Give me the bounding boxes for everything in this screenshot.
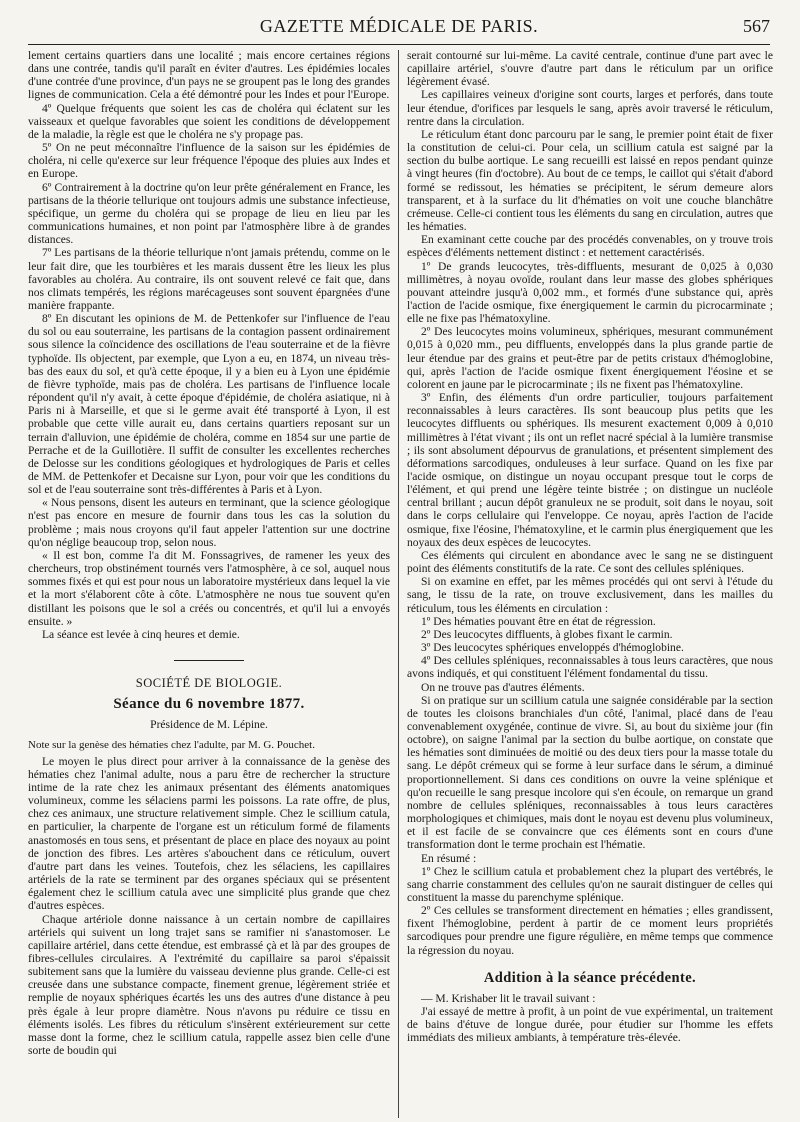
paragraph: 4º Quelque fréquents que soient les cas de choléra qui éclatent sur les vaisseaux et quelque favorables que soient les conditions de développement de la maladie, la règle est que le choléra ne s'y propage pas. xyxy=(28,102,390,141)
paragraph: 1º De grands leucocytes, très-diffluents, mesurant de 0,025 à 0,030 millimètres, à noyau ovoïde, roulant dans leur masse des globes sphériques pouvant atteindre jusqu'à 0,002 mm., et formés d'une substance qui, après l'action de l'acide osmique, fixe énergiquement le carmin du picrocarminate ; elle ne fixe pas l'hématoxyline. xyxy=(407,260,773,326)
quote-paragraph: « Il est bon, comme l'a dit M. Fonssagrives, de ramener les yeux des chercheurs, trop obstinément tournés vers l'atmosphère, à ce sol, auquel nous sommes fixés et qui est pour nous un laboratoire mystérieux dans lequel la vie et la mort s'élaborent côte à côte. L'atmosphère ne nous tue souvent qu'en distillant les poisons que le sol a créés ou concentrés, et qu'il lui a envoyés ensuite. » xyxy=(28,549,390,628)
paragraph: serait contourné sur lui-même. La cavité centrale, continue d'une part avec le capillaire artériel, s'ouvre d'autre part dans le réticulum par un orifice légèrement évasé. xyxy=(407,50,773,89)
paragraph: 6º Contrairement à la doctrine qu'on leur prête généralement en France, les partisans de la théorie tellurique ont toujours admis une substance infectieuse, spécifique, un germe du choléra qui se propage de lieu en lieu par les communications humaines, et non point par l'atmosphère libre à de grandes distances. xyxy=(28,181,390,247)
paragraph: 3º Enfin, des éléments d'un ordre particulier, toujours parfaitement reconnaissables à leurs caractères. Ils sont beaucoup plus petits que les leucocytes diffluents ou sphériques. Ils mesurent exactement 0,009 à 0,010 millimètres à l'état vivant ; ils ont un reflet nacré spécial à la lumière transmise ; ils sont absolument dépourvus de granulations, et présentent simplement des déformations sarcodiques, onduleuses à leur surface. Quand on les fixe par l'acide osmique, on distingue un noyau occupant presque tout le corps de l'élément, et qui prend une légère teinte bistrée ; on distingue un nucléole central brillant ; aucun dépôt granuleux ne se produit, soit dans le noyau, soit dans le corps cellulaire qui l'enveloppe. Ce noyau, après l'action de l'acide osmique, fixe l'éosine, l'hématoxyline, et le carmin plus énergiquement que les noyaux des deux espèces de leucocytes. xyxy=(407,392,773,549)
quote-paragraph: « Nous pensons, disent les auteurs en terminant, que la science géologique n'est pas encore en mesure de fournir dans tous les cas la solution du problème ; mais nous croyons qu'il faut appeler l'attention sur une doctrine qu'on néglige beaucoup trop, selon nous. xyxy=(28,497,390,549)
paragraph: J'ai essayé de mettre à profit, à un point de vue expérimental, un traitement de bains d'étuve de longue durée, pour étudier sur l'homme les effets immédiats des milieux ambiants, à température très-élevée. xyxy=(407,1006,773,1045)
right-column xyxy=(407,50,773,1118)
paragraph: — M. Krishaber lit le travail suivant : xyxy=(421,992,596,1005)
paragraph: 7º Les partisans de la théorie tellurique n'ont jamais prétendu, comme on le leur fait dire, que les tourbières et les marais dussent être les lieux les plus favorables au choléra. Au contraire, ils ont souvent relevé ce fait que, dans nos climats tempérés, les régions marécageuses sont souvent épargnées d'une manière frappante. xyxy=(28,247,390,312)
list-item: 2º Des leucocytes diffluents, à globes fixant le carmin. xyxy=(421,628,673,641)
paragraph: lement certains quartiers dans une localité ; mais encore certaines régions dans une contrée, tandis qu'il paraît en éviter d'autres. Les épidémies locales d'une contrée d'une province, d'un pays ne se groupent pas le long des grandes lignes de communication. Cela a été démontré pour les Indes et pour l'Europe. xyxy=(28,50,390,102)
addition-heading: Addition à la séance précédente. xyxy=(483,969,697,986)
list-item: 4º Des cellules spléniques, reconnaissables à tous leurs caractères, que nous avons indiqués, et qui constituent l'élément fondamental du tissu. xyxy=(407,655,773,681)
page-number: 567 xyxy=(743,16,770,36)
paragraph: Ces éléments qui circulent en abondance avec le sang ne se distinguent point des éléments constitutifs de la rate. Ce sont des cellules spléniques. xyxy=(407,549,773,576)
paragraph: Si on pratique sur un scillium catula une saignée considérable par la section de toutes les cloisons branchiales d'un côté, l'animal, placé dans de l'eau convenablement oxygénée, continue de vivre. Si, au bout du sixième jour (fin octobre), on saigne l'animal par la section du bulbe aortique, on constate que les hématies sont diminuées de moitié ou des deux tiers pour la masse totale du sang. Le dépôt crémeux qui se forme à leur surface dans le sérum, a diminué proportionnellement. Si dans ces conditions on ouvre la veine splénique et qu'on recueille le sang presque incolore qui s'en écoule, on remarque un grand nombre de cellules spléniques, reconnaissables à tous leurs caractères morphologiques et chimiques, mais dont le noyau est devenu plus volumineux, et il est facile de se convaincre que ces éléments sont en cours d'une transformation dont le terme prochain est l'hématie. xyxy=(407,694,773,852)
paragraph: Le réticulum étant donc parcouru par le sang, le premier point était de fixer la constitution de celui-ci. Pour cela, un scillium catula est saigné par la section du bulbe aortique. Le sang recueilli est laissé en repos pendant quinze à vingt heures (fin d'octobre). Au bout de ce temps, le caillot qui s'était d'abord formé se redissout, les hématies se précipitent, le sérum demeure alors transparent, et à la surface du lit d'hématies on voit une couche blanchâtre crémeuse. Celle-ci contient tous les éléments du sang en circulation, autres que les hématies. xyxy=(407,128,773,234)
presidency-line: Présidence de M. Lépine. xyxy=(150,719,268,732)
section-divider xyxy=(174,660,244,661)
paragraph: 8º En discutant les opinions de M. de Pettenkofer sur l'influence de l'eau du sol ou eau souterraine, les partisans de la contagion passent ordinairement sous silence la coïncidence des oscillations de l'eau souterraine et de la fièvre typhoïde. Ils objectent, par exemple, que Lyon a eu, en 1874, un niveau très-bas des eaux du sol, et qu'à cette époque, il y a bien eu à Lyon une épidémie de fièvre typhoïde, mais pas de choléra. Les partisans de l'influence locale répondent qu'il n'y avait, à cette époque d'épidémie, de choléra asiatique, ni à Paris ni à Marseille, et que si le germe avait été transporté à Lyon, il est probable que cette ville aurait eu, dans certains quartiers reposant sur un terrain d'alluvion, une épidémie de choléra, comme en 1854 sur une partie de Perrache et de la Guillotière. Il suffit de consulter les excellentes recherches de Delosse sur les conditions géologiques et hydrologiques de Paris et celles de MM. de Pettenkofer et Decaisne sur Lyon, pour voir que les conditions du sol et de l'eau souterraine sont très-différentes à Paris et à Lyon. xyxy=(28,313,390,497)
paragraph: On ne trouve pas d'autres éléments. xyxy=(421,681,585,694)
paragraph: En examinant cette couche par des procédés convenables, on y trouve trois espèces d'éléments nettement distinct : et nettement caractérisés. xyxy=(407,234,773,260)
paragraph: 2º Des leucocytes moins volumineux, sphériques, mesurant communément 0,015 à 0,020 mm., peu diffluents, enveloppés dans la plus grande partie de leur étendue par des grains et peut-être par de petits cristaux d'hémoglobine, qui, après l'action de l'acide osmique fixent énergiquement l'éosine et se colorent en jaune par le picrocarminate ; ils ne fixent pas l'hématoxyline. xyxy=(407,326,773,391)
note-title: Note sur la genèse des hématies chez l'adulte, par M. G. Pouchet. xyxy=(28,738,315,751)
paragraph: Le moyen le plus direct pour arriver à la connaissance de la genèse des hématies chez l'animal adulte, nous a paru être de rechercher la structure intime de la rate chez les animaux présentant des éléments anatomiques volumineux, comme les sélaciens parmi les poissons. La rate offre, de plus, chez ces animaux, une structure relativement simple. Chez le scillium catula, en particulier, la charpente de l'organe est un réticulum formé de filaments anastomosés en tous sens, et présentant de place en place des noyaux au point de jonction des fibres. Les artères s'abouchent dans ce réticulum, ouvert d'autre part dans les veines. Toutefois, chez les sélaciens, les capillaires artériels de la rate se terminent par des organes spéciaux qui se présentent également chez le scillium catula avec une simplicité plus grande que chez d'autres espèces. xyxy=(28,755,390,913)
society-heading: SOCIÉTÉ DE BIOLOGIE. xyxy=(135,676,283,691)
column-divider xyxy=(398,50,399,1118)
left-column xyxy=(28,50,390,1118)
paragraph: Les capillaires veineux d'origine sont courts, larges et perforés, dans toute leur étendue, d'orifices par lesquels le sang, après avoir traversé le réticulum, rentre dans la circulation. xyxy=(407,89,773,128)
paragraph: Chaque artériole donne naissance à un certain nombre de capillaires artériels qui suivent un long trajet sans se ramifier ni s'anastomoser. Le capillaire artériel, dans cette étendue, est embrassé çà et là par des groupes de fibres-cellules circulaires. A l'extrémité du capillaire sa paroi s'épaissit subitement sans que la lumière du vaisseau devienne plus grande. Celle-ci est creusée dans une substance compacte, finement grenue, légèrement striée et remplie de noyaux sphériques écartés les uns des autres d'une distance à peu près égale à leur propre diamètre. Nous n'avons pu réduire ce tissu en éléments isolés. Les fibres du réticulum s'insèrent extérieurement sur cette masse dont la forme, chez le scillium catula, rappelle assez bien celle d'une sorte de boudin qui xyxy=(28,913,390,1058)
list-item: 3º Des leucocytes sphériques enveloppés d'hémoglobine. xyxy=(421,642,684,655)
page-header xyxy=(28,14,770,45)
journal-title: GAZETTE MÉDICALE DE PARIS. xyxy=(259,16,539,36)
paragraph: En résumé : xyxy=(421,852,477,865)
closing-line: La séance est levée à cinq heures et demie. xyxy=(42,628,240,641)
paragraph: 5º On ne peut méconnaître l'influence de la saison sur les épidémies de choléra, ni celle qu'exerce sur leur fréquence l'époque des pluies aux Indes et en Europe. xyxy=(28,142,390,181)
list-item: 1º Des hématies pouvant être en état de régression. xyxy=(421,615,656,628)
paragraph: 2º Ces cellules se transforment directement en hématies ; elles grandissent, fixent l'hémoglobine, perdent à partir de ce moment leurs propriétés sarcodiques pour prendre une figure régulière, en même temps que commence la régression du noyau. xyxy=(407,905,773,957)
session-heading: Séance du 6 novembre 1877. xyxy=(113,696,305,713)
paragraph: 1º Chez le scillium catula et probablement chez la plupart des vertébrés, le sang charrie constamment des cellules qu'on ne saurait distinguer de celles qui constituent la masse du parenchyme splénique. xyxy=(407,865,773,904)
paragraph: Si on examine en effet, par les mêmes procédés qui ont servi à l'étude du sang, le tissu de la rate, on trouve exclusivement, dans les mailles du réticulum, tous les éléments en circulation : xyxy=(407,576,773,615)
